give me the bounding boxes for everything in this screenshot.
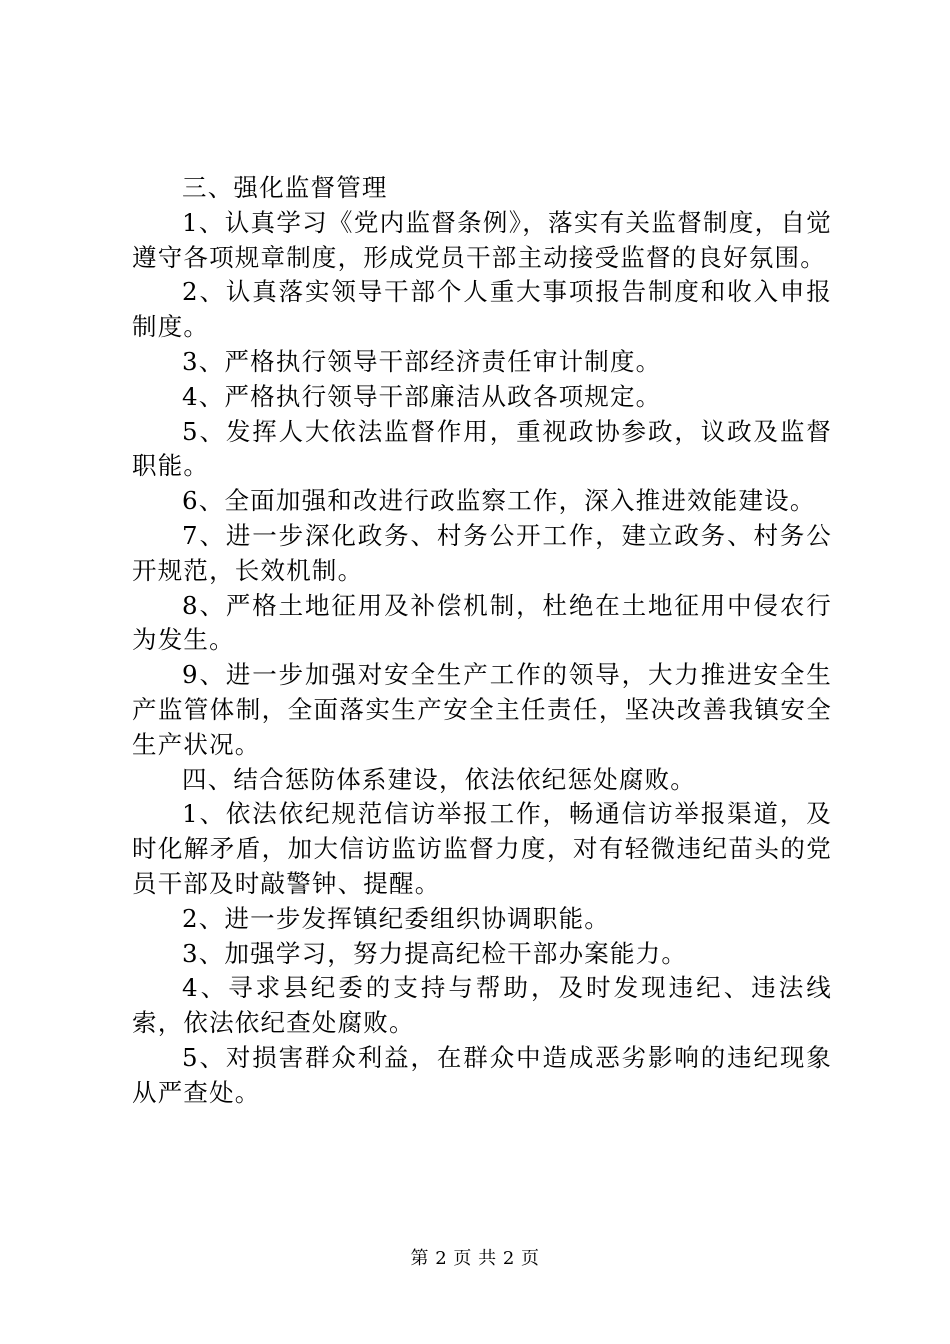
paragraph: 3、严格执行领导干部经济责任审计制度。 — [182, 346, 662, 376]
paragraph: 6、全面加强和改进行政监察工作，深入推进效能建设。 — [182, 486, 816, 516]
paragraph: 4、严格执行领导干部廉洁从政各项规定。 — [182, 381, 662, 411]
paragraph: 3、加强学习，努力提高纪检干部办案能力。 — [182, 938, 688, 968]
section-heading-3: 三、强化监督管理 — [182, 173, 388, 202]
paragraph: 5、对损害群众利益，在群众中造成恶劣影响的违纪现象从严查处。 — [132, 1042, 832, 1107]
paragraph: 1、依法依纪规范信访举报工作，畅通信访举报渠道，及时化解矛盾，加大信访监访监督力度，对有轻微违纪苗头的党员干部及时敲警钟、提醒。 — [132, 799, 832, 898]
paragraph: 9、进一步加强对安全生产工作的领导，大力推进安全生产监管体制，全面落实生产安全主任责任，坚决改善我镇安全生产状况。 — [132, 660, 832, 759]
paragraph: 2、认真落实领导干部个人重大事项报告制度和收入申报制度。 — [132, 277, 832, 342]
section-heading-4: 四、结合惩防体系建设，依法依纪惩处腐败。 — [182, 764, 696, 794]
paragraph: 2、进一步发挥镇纪委组织协调职能。 — [182, 903, 610, 933]
paragraph: 4、寻求县纪委的支持与帮助，及时发现违纪、违法线索，依法依纪查处腐败。 — [132, 973, 832, 1038]
paragraph: 5、发挥人大依法监督作用，重视政协参政，议政及监督职能。 — [132, 416, 832, 481]
paragraph: 1、认真学习《党内监督条例》，落实有关监督制度，自觉遵守各项规章制度，形成党员干部主动接受监督的良好氛围。 — [132, 207, 832, 272]
document-body — [132, 171, 832, 1111]
page-footer: 第 2 页 共 2 页 — [410, 1248, 540, 1269]
paragraph: 8、严格土地征用及补偿机制，杜绝在土地征用中侵农行为发生。 — [132, 590, 832, 655]
paragraph: 7、进一步深化政务、村务公开工作，建立政务、村务公开规范，长效机制。 — [132, 520, 832, 585]
